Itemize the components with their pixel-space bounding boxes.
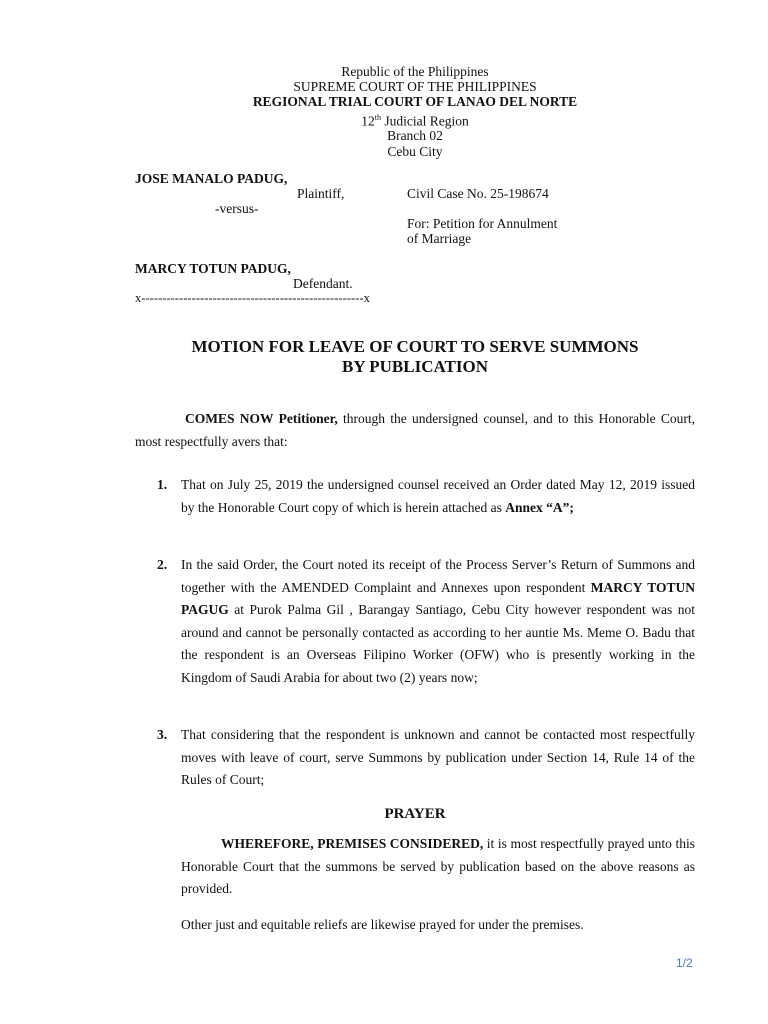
prayer-paragraph [181, 833, 695, 901]
header-republic: Republic of the Philippines [341, 64, 489, 79]
header-trial-court: REGIONAL TRIAL COURT OF LANAO DEL NORTE [252, 94, 578, 110]
case-number: Civil Case No. 25-198674 [407, 186, 549, 201]
item-number: 3. [157, 727, 168, 742]
header-supreme-court: SUPREME COURT OF THE PHILIPPINES [293, 79, 537, 95]
item-2-respondent: MARCY TOTUN PAGUG [181, 579, 695, 618]
item-1-annex: Annex “A”; [505, 499, 574, 515]
prayer-text: it is most respectfully prayed unto this Honorable Court that the summons be served by publication based on the above reasons as provided. [181, 836, 695, 897]
case-nature-line1: For: Petition for Annulment [407, 216, 558, 231]
intro-bold: COMES NOW Petitioner, [185, 411, 338, 426]
case-nature-line2: of Marriage [407, 231, 472, 246]
defendant-role: Defendant. [293, 276, 353, 291]
versus-label: -versus- [215, 201, 259, 216]
document-title [0, 337, 768, 377]
item-2-text-a: In the said Order, the Court noted its receipt of the Process Server’s Return of Summons and together with the AMENDED Complaint and Annexes upon respondent [181, 557, 695, 595]
item-3-text: That considering that the respondent is unknown and cannot be contacted most respectfully moves with leave of court, serve Summons by publication under Section 14, Rule 14 of the Rules of Court; [181, 727, 695, 788]
item-2-text-b: at Purok Palma Gil , Barangay Santiago, Cebu City however respondent was not around and cannot be personally contacted as according to her auntie Ms. Meme O. Badu that the respondent is an Overseas Filipino Worker (OFW) who is presently working in the Kingdom of Saudi Arabia for about two (2) years now; [181, 602, 695, 685]
item-text [181, 554, 695, 690]
title-line2: BY PUBLICATION [342, 357, 488, 376]
header-branch: Branch 02 [387, 128, 443, 144]
caption-separator: x-----------------------------------------------------x [135, 291, 370, 305]
header-region [0, 110, 768, 129]
item-number: 1. [157, 477, 168, 492]
page-number: 1/2 [676, 956, 693, 970]
plaintiff-role: Plaintiff, [297, 186, 345, 201]
item-text [181, 474, 695, 519]
title-line1: MOTION FOR LEAVE OF COURT TO SERVE SUMMONS [191, 337, 639, 356]
plaintiff-name: JOSE MANALO PADUG, [135, 171, 288, 186]
defendant-name: MARCY TOTUN PADUG, [135, 261, 291, 276]
intro-paragraph [135, 408, 695, 453]
prayer-heading: PRAYER [384, 806, 446, 822]
prayer-bold: WHEREFORE, PREMISES CONSIDERED, [221, 836, 484, 851]
court-header [0, 64, 768, 159]
region-text: Judicial Region [380, 113, 469, 129]
region-number: 12 [361, 113, 375, 129]
intro-text: through the undersigned counsel, and to this Honorable Court, most respectfully avers that: [135, 411, 695, 449]
item-1-text: That on July 25, 2019 the undersigned counsel received an Order dated May 12, 2019 issued by the Honorable Court copy of which is herein attached as [181, 477, 695, 515]
region-suffix: th [374, 112, 381, 122]
item-number: 2. [157, 557, 168, 572]
reliefs-paragraph: Other just and equitable reliefs are likewise prayed for under the premises. [181, 917, 584, 932]
header-city: Cebu City [387, 143, 443, 159]
